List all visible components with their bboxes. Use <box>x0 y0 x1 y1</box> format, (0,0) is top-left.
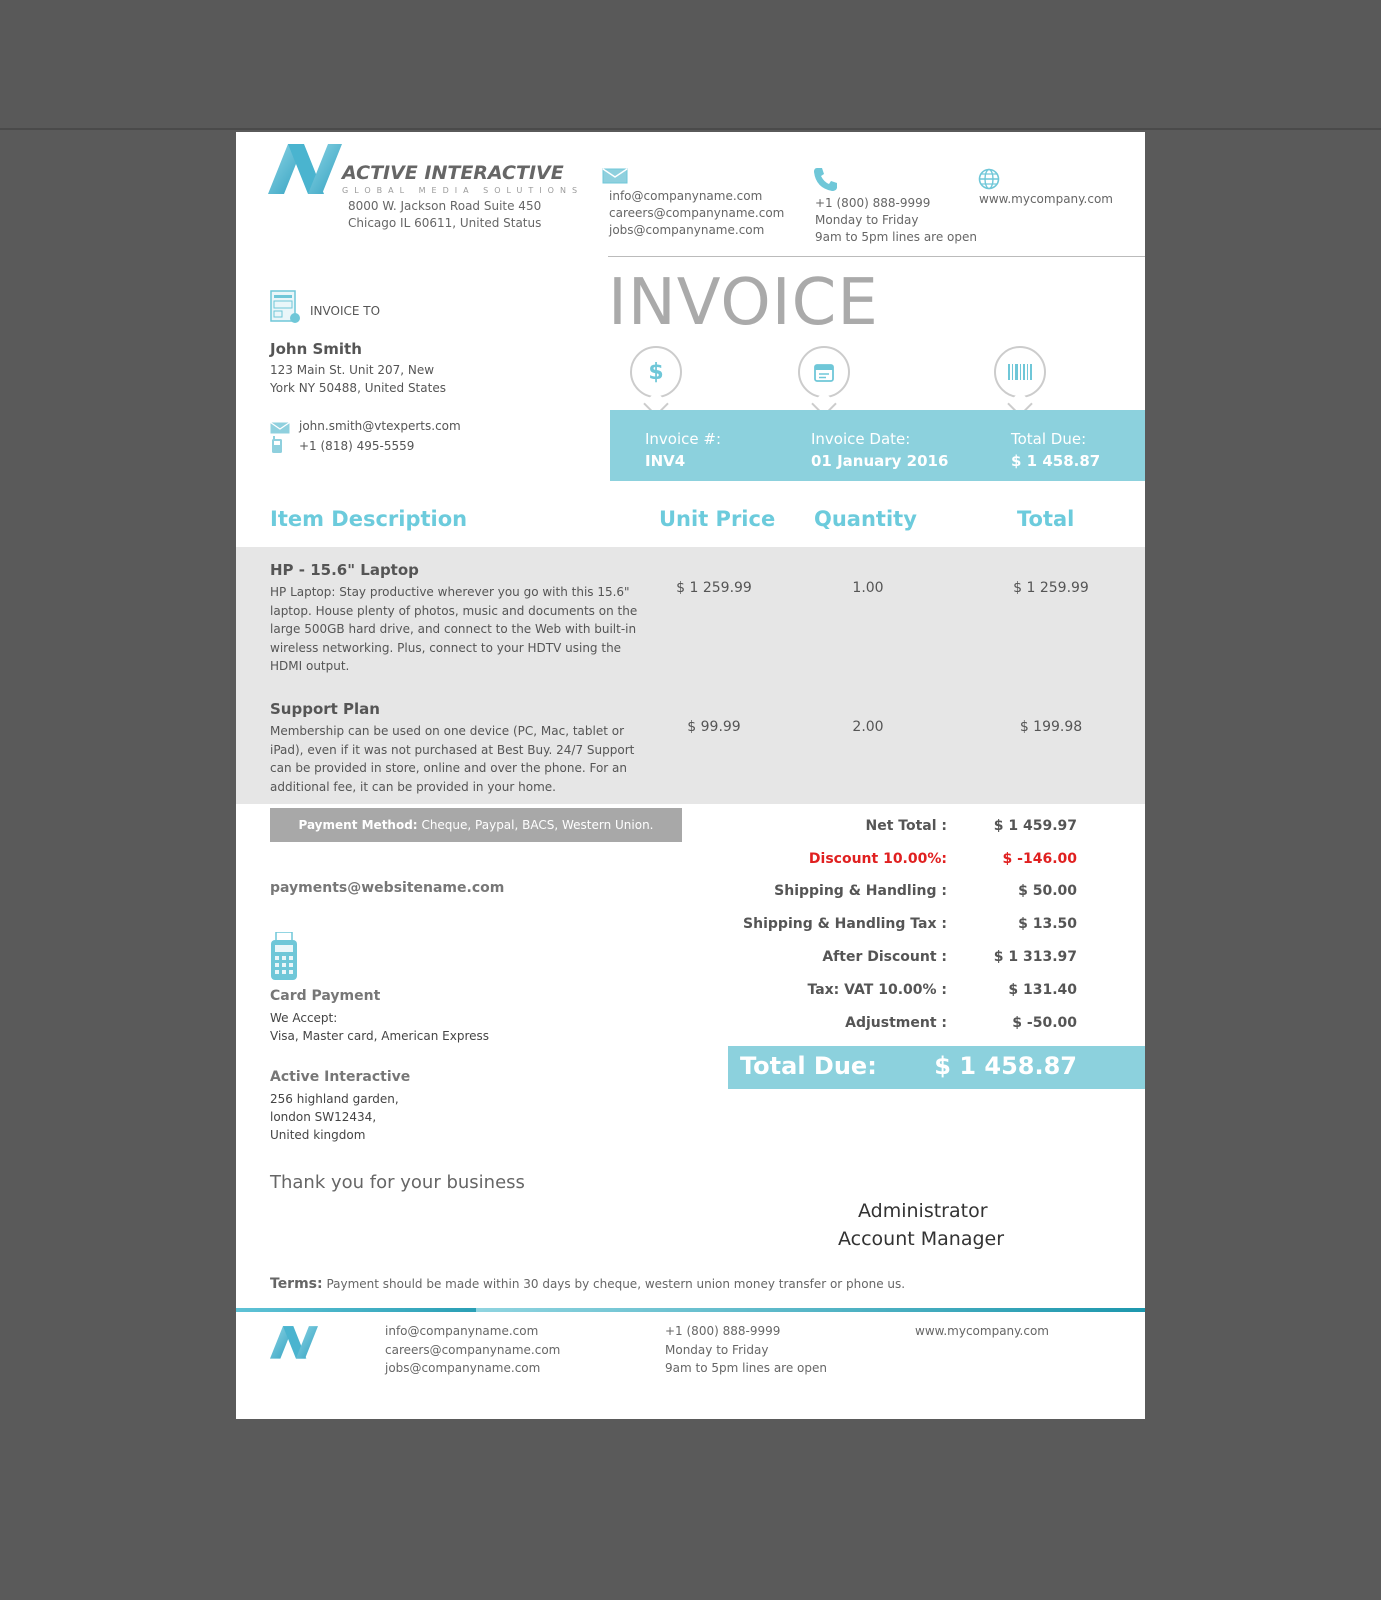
thank-you-note: Thank you for your business <box>270 1172 525 1193</box>
globe-icon <box>978 168 1000 190</box>
invoice-to-label: INVOICE TO <box>310 304 381 318</box>
mobile-icon <box>271 436 283 454</box>
barcode-icon <box>994 346 1046 398</box>
office-address <box>270 1090 399 1144</box>
invoice-title: INVOICE <box>608 266 879 340</box>
item-title: HP - 15.6" Laptop <box>270 561 419 579</box>
item-quantity: 1.00 <box>852 580 884 596</box>
discount-label: Discount 10.00%: <box>808 851 947 867</box>
invoice-number: INV4 <box>645 452 686 470</box>
phone-number[interactable]: +1 (800) 888-9999 <box>815 196 931 210</box>
shipping-label: Shipping & Handling : <box>774 883 947 899</box>
payments-email[interactable]: payments@websitename.com <box>270 880 505 896</box>
email-link[interactable]: careers@companyname.com <box>385 1342 561 1357</box>
discount-value: $ -146.00 <box>1002 851 1077 867</box>
customer-email[interactable]: john.smith@vtexperts.com <box>299 419 461 433</box>
header-unit-price: Unit Price <box>659 507 776 531</box>
vat-value: $ 131.40 <box>1008 982 1077 998</box>
payment-method-label: Payment Method: <box>298 818 418 832</box>
website-link[interactable]: www.mycompany.com <box>979 192 1113 206</box>
invoice-summary-band <box>610 410 1145 481</box>
footer-divider <box>476 1308 1145 1312</box>
invoice-doc-icon <box>270 290 302 324</box>
item-total: $ 199.98 <box>1019 719 1083 735</box>
pin-barcode <box>994 346 1046 398</box>
footer-website[interactable]: www.mycompany.com <box>915 1324 1049 1338</box>
company-logo-icon <box>268 144 342 196</box>
card-terminal-icon <box>270 932 298 982</box>
invoice-date-label: Invoice Date: <box>811 430 911 448</box>
viewer-toolbar <box>0 0 1381 130</box>
invoice-number-label: Invoice #: <box>645 430 722 448</box>
footer-phone-block <box>665 1322 827 1378</box>
company-address-line: 8000 W. Jackson Road Suite 450 <box>348 199 542 213</box>
shipping-value: $ 50.00 <box>1018 883 1077 899</box>
item-description: Membership can be used on one device (PC, Mac, tablet or iPad), even if it was not purchased at Best Buy. 24/7 Support can be provided in store, online and over the phone. For an additional fee, it can be provided in your home. <box>270 724 635 794</box>
customer-address-line: 123 Main St. Unit 207, New <box>270 363 435 377</box>
item-quantity: 2.00 <box>852 719 884 735</box>
item-description: HP Laptop: Stay productive wherever you go with this 15.6" laptop. House plenty of photos, music and documents on the large 500GB hard drive, and connect to the Web with built-in wireless networking. Plus, connect to your HDTV using the HDMI output. <box>270 585 638 673</box>
company-address-line: Chicago IL 60611, United Status <box>348 216 542 230</box>
grand-total-label: Total Due: <box>740 1052 877 1080</box>
footer-logo-icon <box>270 1326 318 1360</box>
shipping-tax-label: Shipping & Handling Tax : <box>743 916 947 932</box>
dollar-icon: $ <box>630 346 682 398</box>
terms <box>270 1276 905 1292</box>
hours-time: 9am to 5pm lines are open <box>815 230 977 244</box>
terms-text: Payment should be made within 30 days by cheque, western union money transfer or phone us. <box>326 1277 906 1291</box>
company-name: ACTIVE INTERACTIVE <box>342 162 564 184</box>
company-tagline: GLOBAL MEDIA SOLUTIONS <box>342 186 584 195</box>
header-divider <box>608 256 1145 257</box>
after-discount-label: After Discount : <box>822 949 947 965</box>
customer-address <box>270 361 480 397</box>
header-quantity: Quantity <box>814 507 917 531</box>
office-address-line: london SW12434, <box>270 1110 377 1124</box>
card-accept-list: Visa, Master card, American Express <box>270 1029 490 1043</box>
email-link[interactable]: careers@companyname.com <box>609 206 785 220</box>
customer-address-line: York NY 50488, United States <box>270 381 446 395</box>
email-link[interactable]: info@companyname.com <box>385 1324 539 1338</box>
payment-method-bar <box>270 808 682 842</box>
phone-number[interactable]: +1 (800) 888-9999 <box>665 1324 781 1338</box>
invoice-date: 01 January 2016 <box>811 452 949 470</box>
items-table <box>236 547 1145 804</box>
company-address <box>348 198 541 232</box>
shipping-tax-value: $ 13.50 <box>1018 916 1077 932</box>
terms-label: Terms: <box>270 1276 323 1292</box>
vat-label: Tax: VAT 10.00% : <box>807 982 947 998</box>
footer-emails <box>385 1322 560 1378</box>
header-item-description: Item Description <box>270 507 468 531</box>
card-accept-label: We Accept: <box>270 1011 338 1025</box>
payment-method-value: Cheque, Paypal, BACS, Western Union. <box>421 818 654 832</box>
header-phone-block <box>815 195 977 246</box>
hours-days: Monday to Friday <box>815 213 919 227</box>
office-title: Active Interactive <box>270 1069 411 1085</box>
calendar-icon <box>798 346 850 398</box>
pin-calendar <box>798 346 850 398</box>
invoice-page <box>236 132 1145 1419</box>
total-due-label: Total Due: <box>1011 430 1087 448</box>
item-unit-price: $ 1 259.99 <box>676 580 752 596</box>
envelope-icon <box>602 168 628 184</box>
hours-days: Monday to Friday <box>665 1342 769 1357</box>
after-discount-value: $ 1 313.97 <box>993 949 1077 965</box>
pin-dollar <box>630 346 682 398</box>
email-link[interactable]: info@companyname.com <box>609 189 763 203</box>
net-total-label: Net Total : <box>865 818 947 834</box>
total-due-value: $ 1 458.87 <box>1011 452 1101 470</box>
card-payment-info <box>270 1009 489 1045</box>
grand-total-value: $ 1 458.87 <box>934 1052 1077 1080</box>
office-address-line: United kingdom <box>270 1128 366 1142</box>
email-link[interactable]: jobs@companyname.com <box>385 1361 541 1375</box>
customer-name: John Smith <box>270 340 362 358</box>
phone-icon <box>812 166 838 192</box>
item-title: Support Plan <box>270 700 380 718</box>
grand-total-bar <box>728 1046 1145 1089</box>
customer-phone[interactable]: +1 (818) 495-5559 <box>299 439 415 453</box>
signature-title: Account Manager <box>838 1228 1005 1250</box>
adjustment-label: Adjustment : <box>845 1015 947 1031</box>
header-emails <box>609 188 784 239</box>
signature-name: Administrator <box>858 1200 988 1222</box>
office-address-line: 256 highland garden, <box>270 1092 399 1106</box>
adjustment-value: $ -50.00 <box>1012 1015 1077 1031</box>
net-total-value: $ 1 459.97 <box>993 818 1077 834</box>
header-total: Total <box>1017 507 1075 531</box>
envelope-icon <box>270 422 290 434</box>
card-payment-title: Card Payment <box>270 988 381 1004</box>
item-total: $ 1 259.99 <box>1013 580 1089 596</box>
email-link[interactable]: jobs@companyname.com <box>609 223 765 237</box>
footer-divider <box>236 1308 476 1312</box>
item-unit-price: $ 99.99 <box>687 719 741 735</box>
hours-time: 9am to 5pm lines are open <box>665 1361 827 1375</box>
